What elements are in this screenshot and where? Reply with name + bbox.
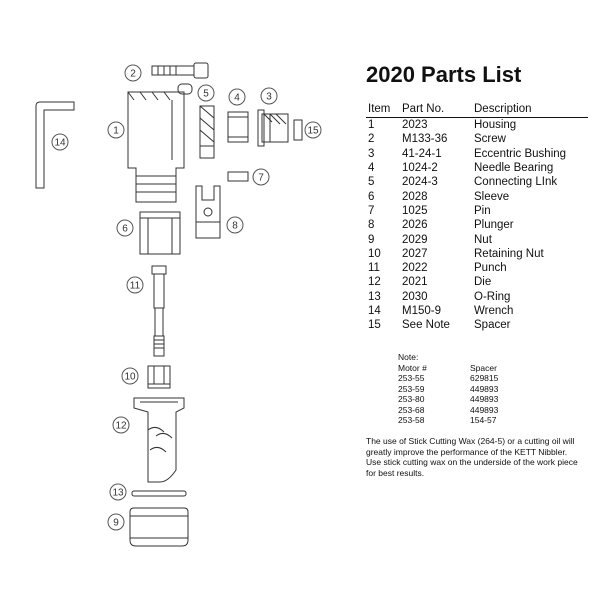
part-no-cell: 1024-2 [402,162,438,175]
description-cell: Needle Bearing [474,162,554,175]
parts-row [366,304,588,318]
spacer-cell: 154-57 [470,415,497,425]
callout-14 [52,134,68,150]
motor-cell: 253-55 [398,373,425,383]
retaining-nut-drawing [148,366,170,388]
callout-5 [198,85,214,101]
callout-label: 14 [54,137,66,149]
description-cell: Spacer [474,319,511,332]
description-cell: Nut [474,233,492,246]
part-no-cell: 2021 [402,276,428,289]
motor-cell: 253-58 [398,415,425,425]
callout-10 [122,368,138,384]
spacer-cell: 629815 [470,373,499,383]
callout-15 [305,122,321,138]
parts-header-row [366,102,588,118]
callout-label: 8 [232,220,238,232]
part-no-cell: M133-36 [402,133,448,146]
item-cell: 1 [368,119,375,132]
item-cell: 14 [368,305,381,317]
part-no-cell: 2024-3 [402,176,438,189]
callout-label: 12 [115,420,127,432]
callout-label: 5 [203,88,209,100]
callout-label: 9 [113,517,119,529]
punch-drawing [152,266,166,356]
parts-row [366,218,588,232]
motor-cell: 253-59 [398,383,425,394]
note-row [398,405,498,416]
part-no-cell: 2027 [402,247,428,260]
part-no-cell: 2023 [402,119,428,132]
callout-label: 11 [129,280,141,292]
description-cell: O-Ring [474,290,511,303]
sleeve-drawing [140,212,180,254]
spacer-cell: 449893 [470,394,499,404]
callout-6 [117,220,133,236]
description-cell: Die [474,276,492,289]
description-cell: Plunger [474,219,514,232]
callout-13 [110,484,126,500]
parts-row [366,189,588,203]
spacer-cell: 449893 [470,383,499,394]
item-cell: 2 [368,133,375,146]
callout-label: 10 [124,371,136,383]
note-row [398,415,498,426]
callout-1 [108,122,124,138]
note-row [398,373,498,384]
part-no-cell: See Note [402,319,450,332]
parts-row [366,318,588,332]
parts-row [366,147,588,161]
note-header-row [398,363,498,374]
note-row [398,394,498,405]
callout-label: 1 [113,125,119,137]
part-no-cell: 2029 [402,233,428,246]
part-no-cell: 2028 [402,190,428,203]
parts-row [366,261,588,275]
item-cell: 7 [368,204,375,217]
pin-drawing [228,172,248,181]
callout-3 [261,88,277,104]
description-cell: Housing [474,119,517,132]
connecting-link-drawing [200,106,214,158]
item-cell: 12 [368,276,381,289]
description-cell: Connecting LInk [474,176,558,189]
description-cell: Eccentric Bushing [474,147,567,160]
part-no-cell: 2026 [402,219,428,232]
description-column-header: Description [474,102,588,118]
parts-row [366,204,588,218]
item-cell: 3 [368,147,375,160]
callout-2 [125,65,141,81]
item-cell: 9 [368,233,375,246]
spacer-note [398,352,498,426]
item-cell: 13 [368,290,381,303]
item-cell: 8 [368,219,375,232]
plunger-drawing [196,186,220,238]
motor-cell: 253-80 [398,394,425,404]
item-cell: 15 [368,319,381,332]
callout-7 [253,169,269,185]
parts-row [366,290,588,304]
screw-drawing [152,63,208,78]
item-cell: 5 [368,176,375,189]
callout-8 [227,217,243,233]
note-label: Note: [398,352,419,362]
housing-drawing [128,84,192,202]
description-cell: Punch [474,262,507,275]
item-cell: 10 [368,247,381,260]
item-cell: 4 [368,162,375,175]
parts-row [366,161,588,175]
die-drawing [134,398,184,482]
callout-label: 13 [112,487,124,499]
callout-label: 2 [130,68,136,80]
callout-9 [108,514,124,530]
cutting-wax-paragraph: The use of Stick Cutting Wax (264-5) or a cutting oil will greatly improve the performance of the KETT Nibbler. Use stick cutting wax on the underside of the work piece for best results. [366,436,578,478]
part-no-cell: 2030 [402,290,428,303]
callout-12 [113,417,129,433]
part-no-cell: 1025 [402,204,428,217]
parts-row [366,232,588,246]
motor-cell: 253-68 [398,404,425,415]
nut-drawing [130,508,188,546]
item-cell: 6 [368,190,375,203]
spacer-cell: 449893 [470,404,499,415]
item-cell: 11 [368,262,380,275]
callout-label: 6 [122,223,128,235]
parts-row [366,247,588,261]
note-row [398,384,498,395]
parts-row [366,175,588,189]
eccentric-bushing-drawing [258,110,288,146]
callout-label: 7 [258,172,264,184]
item-column-header: Item [366,102,402,118]
description-cell: Pin [474,204,491,217]
parts-list-table [366,102,588,332]
description-cell: Retaining Nut [474,247,544,260]
parts-row [366,275,588,289]
callout-label: 15 [307,125,319,137]
part-no-cell: 2022 [402,262,428,275]
description-cell: Sleeve [474,190,510,203]
spacer-header: Spacer [470,362,497,373]
page-title: 2020 Parts List [366,62,522,87]
needle-bearing-drawing [228,112,248,142]
o-ring-drawing [132,491,186,496]
parts-row [366,132,588,146]
callout-label: 3 [266,91,272,103]
callout-label: 4 [234,92,240,104]
description-cell: Screw [474,133,506,146]
callout-4 [229,89,245,105]
note-table [398,363,498,426]
spacer-drawing [294,120,302,140]
motor-header: Motor # [398,362,427,373]
parts-row [366,118,588,133]
callout-11 [127,277,143,293]
part-no-cell: M150-9 [402,305,441,317]
part-no-column-header: Part No. [402,102,474,118]
description-cell: Wrench [474,305,514,317]
part-no-cell: 41-24-1 [402,147,442,160]
